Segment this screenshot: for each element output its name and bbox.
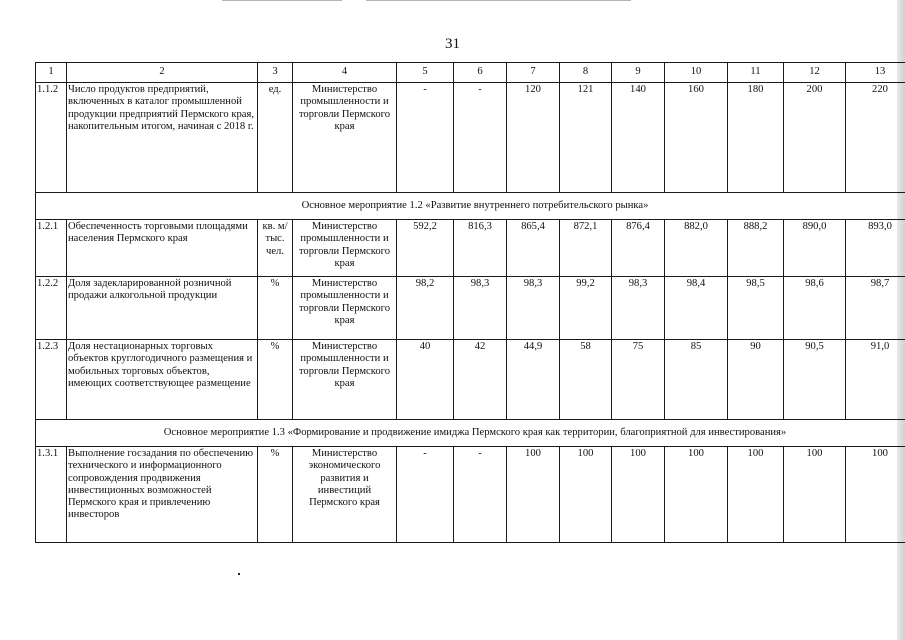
column-header: 2 bbox=[67, 63, 258, 83]
value-cell: 180 bbox=[728, 83, 784, 193]
page-top-rule-right bbox=[366, 0, 631, 1]
value-cell: 98,3 bbox=[454, 277, 507, 340]
value-cell: 42 bbox=[454, 340, 507, 420]
page-top-rule-left bbox=[222, 0, 342, 1]
value-cell: 100 bbox=[507, 447, 560, 543]
value-cell: 98,6 bbox=[784, 277, 846, 340]
responsible-organization: Министерство промышленности и торговли Пермского края bbox=[293, 220, 397, 277]
column-header: 7 bbox=[507, 63, 560, 83]
value-cell: 75 bbox=[612, 340, 665, 420]
value-cell: 90,5 bbox=[784, 340, 846, 420]
column-header: 11 bbox=[728, 63, 784, 83]
indicators-table bbox=[35, 62, 905, 543]
column-header: 4 bbox=[293, 63, 397, 83]
value-cell: 872,1 bbox=[560, 220, 612, 277]
table-row bbox=[36, 447, 905, 543]
column-header: 3 bbox=[258, 63, 293, 83]
indicator-name: Доля задекларированной розничной продажи алкогольной продукции bbox=[67, 277, 258, 340]
value-cell: 893,0 bbox=[846, 220, 905, 277]
column-header: 12 bbox=[784, 63, 846, 83]
value-cell: 865,4 bbox=[507, 220, 560, 277]
value-cell: 100 bbox=[728, 447, 784, 543]
value-cell: 100 bbox=[612, 447, 665, 543]
value-cell: - bbox=[454, 447, 507, 543]
unit-of-measure: кв. м/тыс. чел. bbox=[258, 220, 293, 277]
unit-of-measure: % bbox=[258, 340, 293, 420]
unit-of-measure: ед. bbox=[258, 83, 293, 193]
value-cell: 120 bbox=[507, 83, 560, 193]
value-cell: 98,5 bbox=[728, 277, 784, 340]
value-cell: - bbox=[397, 83, 454, 193]
column-header: 13 bbox=[846, 63, 905, 83]
indicator-name: Обеспеченность торговыми площадями населения Пермского края bbox=[67, 220, 258, 277]
value-cell: 876,4 bbox=[612, 220, 665, 277]
value-cell: 98,4 bbox=[665, 277, 728, 340]
row-code: 1.2.3 bbox=[36, 340, 67, 420]
section-title: Основное мероприятие 1.2 «Развитие внутреннего потребительского рынка» bbox=[36, 193, 905, 220]
value-cell: 100 bbox=[846, 447, 905, 543]
value-cell: 98,2 bbox=[397, 277, 454, 340]
value-cell: 90 bbox=[728, 340, 784, 420]
indicator-name: Выполнение госзадания по обеспечению технического и информационного сопровождения продвижения инвестиционных возможностей Пермского края и привлечению инвесторов bbox=[67, 447, 258, 543]
value-cell: 890,0 bbox=[784, 220, 846, 277]
table-row bbox=[36, 220, 905, 277]
column-header: 9 bbox=[612, 63, 665, 83]
value-cell: 816,3 bbox=[454, 220, 507, 277]
value-cell: 140 bbox=[612, 83, 665, 193]
stray-mark bbox=[238, 573, 240, 575]
column-header: 1 bbox=[36, 63, 67, 83]
value-cell: 592,2 bbox=[397, 220, 454, 277]
row-code: 1.3.1 bbox=[36, 447, 67, 543]
value-cell: 100 bbox=[665, 447, 728, 543]
table-row bbox=[36, 340, 905, 420]
value-cell: 58 bbox=[560, 340, 612, 420]
section-title: Основное мероприятие 1.3 «Формирование и продвижение имиджа Пермского края как территории, благоприятной для инвестирования» bbox=[36, 420, 905, 447]
column-header: 8 bbox=[560, 63, 612, 83]
column-header: 6 bbox=[454, 63, 507, 83]
indicator-name: Число продуктов предприятий, включенных в каталог промышленной продукции предприятий Пермского края, накопительным итогом, начиная с 2018 г. bbox=[67, 83, 258, 193]
value-cell: 98,3 bbox=[612, 277, 665, 340]
value-cell: 44,9 bbox=[507, 340, 560, 420]
value-cell: 40 bbox=[397, 340, 454, 420]
column-header: 10 bbox=[665, 63, 728, 83]
row-code: 1.1.2 bbox=[36, 83, 67, 193]
value-cell: 85 bbox=[665, 340, 728, 420]
value-cell: 888,2 bbox=[728, 220, 784, 277]
column-header: 5 bbox=[397, 63, 454, 83]
value-cell: 98,7 bbox=[846, 277, 905, 340]
value-cell: 100 bbox=[784, 447, 846, 543]
page-number: 31 bbox=[445, 36, 460, 52]
value-cell: 99,2 bbox=[560, 277, 612, 340]
responsible-organization: Министерство промышленности и торговли Пермского края bbox=[293, 340, 397, 420]
value-cell: 882,0 bbox=[665, 220, 728, 277]
value-cell: 98,3 bbox=[507, 277, 560, 340]
value-cell: 100 bbox=[560, 447, 612, 543]
responsible-organization: Министерство экономического развития и инвестиций Пермского края bbox=[293, 447, 397, 543]
value-cell: - bbox=[397, 447, 454, 543]
section-row bbox=[36, 193, 905, 220]
table-header-row bbox=[36, 63, 905, 83]
value-cell: - bbox=[454, 83, 507, 193]
responsible-organization: Министерство промышленности и торговли Пермского края bbox=[293, 83, 397, 193]
value-cell: 91,0 bbox=[846, 340, 905, 420]
value-cell: 200 bbox=[784, 83, 846, 193]
section-row bbox=[36, 420, 905, 447]
table-row bbox=[36, 83, 905, 193]
value-cell: 220 bbox=[846, 83, 905, 193]
indicator-name: Доля нестационарных торговых объектов круглогодичного размещения и мобильных торговых объектов, имеющих соответствующее размещение bbox=[67, 340, 258, 420]
value-cell: 121 bbox=[560, 83, 612, 193]
unit-of-measure: % bbox=[258, 447, 293, 543]
unit-of-measure: % bbox=[258, 277, 293, 340]
table-row bbox=[36, 277, 905, 340]
value-cell: 160 bbox=[665, 83, 728, 193]
responsible-organization: Министерство промышленности и торговли Пермского края bbox=[293, 277, 397, 340]
row-code: 1.2.1 bbox=[36, 220, 67, 277]
row-code: 1.2.2 bbox=[36, 277, 67, 340]
